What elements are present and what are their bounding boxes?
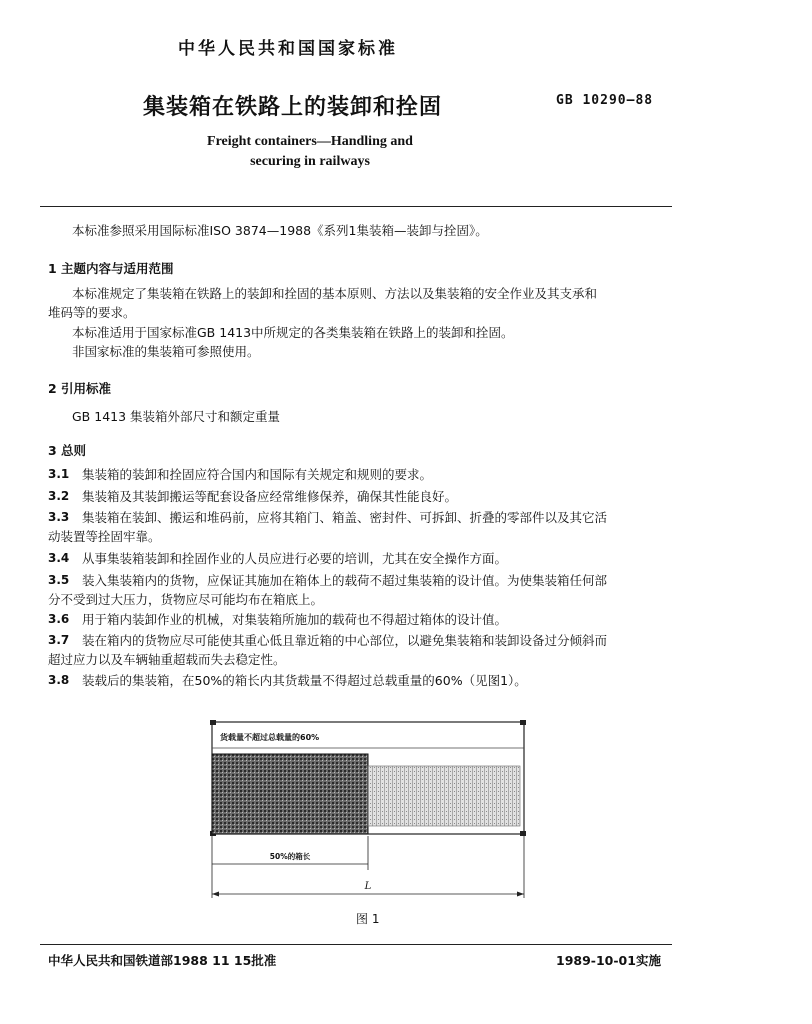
english-title-line-1: Freight containers—Handling and: [207, 134, 413, 149]
section-3-heading: 3 总则: [48, 443, 87, 458]
section-1-paragraph-1b: 堆码等的要求。: [48, 305, 136, 320]
clause-text-continued: 分不受到过大压力，货物应尽可能均布在箱底上。: [48, 592, 324, 607]
arrowhead-right: [517, 892, 524, 897]
clause-text: 用于箱内装卸作业的机械，对集装箱所施加的载荷也不得超过箱体的设计值。: [82, 612, 508, 627]
section-1-heading: 1 主题内容与适用范围: [48, 261, 174, 276]
intro-paragraph: 本标准参照采用国际标准ISO 3874—1988《系列1集装箱—装卸与拴固》。: [72, 223, 488, 238]
clause-number: 3.7: [48, 633, 70, 647]
container-load-diagram: [200, 718, 540, 908]
figure-caption: 图 1: [356, 912, 380, 926]
cargo-block-light: [368, 766, 520, 826]
clause-text: 装在箱内的货物应尽可能使其重心低且靠近箱的中心部位，以避免集装箱和装卸设备过分倾斜而: [82, 633, 608, 648]
section-2-heading: 2 引用标准: [48, 381, 112, 396]
half-length-label: 50%的箱长: [269, 852, 311, 861]
top-load-label: 货载量不超过总载量的60%: [220, 733, 320, 742]
effective-date: 1989-10-01实施: [556, 953, 661, 968]
section-1-paragraph-3: 非国家标准的集装箱可参照使用。: [72, 344, 260, 359]
section-1-paragraph-1a: 本标准规定了集装箱在铁路上的装卸和拴固的基本原则、方法以及集装箱的安全作业及其支承和: [72, 286, 598, 301]
clause-number: 3.1: [48, 467, 70, 481]
clause-text: 装载后的集装箱，在50%的箱长内其货载量不得超过总载重量的60%（见图1）。: [82, 673, 527, 688]
standard-body-heading: 中华人民共和国国家标准: [178, 39, 398, 59]
clause-text: 从事集装箱装卸和拴固作业的人员应进行必要的培训，尤其在安全操作方面。: [82, 551, 508, 566]
clause-number: 3.2: [48, 489, 70, 503]
corner-fitting: [520, 831, 526, 836]
section-2-reference: GB 1413 集装箱外部尺寸和额定重量: [72, 409, 281, 424]
arrowhead-left: [212, 892, 219, 897]
clause-number: 3.3: [48, 510, 70, 524]
figure-1: [200, 718, 540, 908]
clause-text: 集装箱及其装卸搬运等配套设备应经常维修保养，确保其性能良好。: [82, 489, 458, 504]
section-1-paragraph-2: 本标准适用于国家标准GB 1413中所规定的各类集装箱在铁路上的装卸和拴固。: [72, 325, 514, 340]
clause-number: 3.6: [48, 612, 70, 626]
clause-text: 装入集装箱内的货物，应保证其施加在箱体上的载荷不超过集装箱的设计值。为使集装箱任何部: [82, 573, 608, 588]
document-title: 集装箱在铁路上的装卸和拴固: [143, 95, 443, 120]
clause-text-continued: 动装置等拴固牢靠。: [48, 529, 161, 544]
english-title: [140, 132, 480, 172]
approval-line: 中华人民共和国铁道部1988 11 15批准: [48, 953, 277, 968]
bottom-divider: [40, 944, 672, 945]
clause-text: 集装箱的装卸和拴固应符合国内和国际有关规定和规则的要求。: [82, 467, 433, 482]
clause-text-continued: 超过应力以及车辆轴重超载而失去稳定性。: [48, 652, 286, 667]
clause-number: 3.4: [48, 551, 70, 565]
top-divider: [40, 206, 672, 207]
clause-number: 3.5: [48, 573, 70, 587]
standard-number: GB 10290—88: [556, 93, 654, 108]
english-title-line-2: securing in railways: [250, 154, 370, 169]
corner-fitting: [520, 720, 526, 725]
corner-fitting: [210, 720, 216, 725]
clause-text: 集装箱在装卸、搬运和堆码前，应将其箱门、箱盖、密封件、可拆卸、折叠的零部件以及其它活: [82, 510, 608, 525]
clause-number: 3.8: [48, 673, 70, 687]
length-label: L: [364, 881, 372, 892]
cargo-block-heavy: [212, 754, 368, 834]
